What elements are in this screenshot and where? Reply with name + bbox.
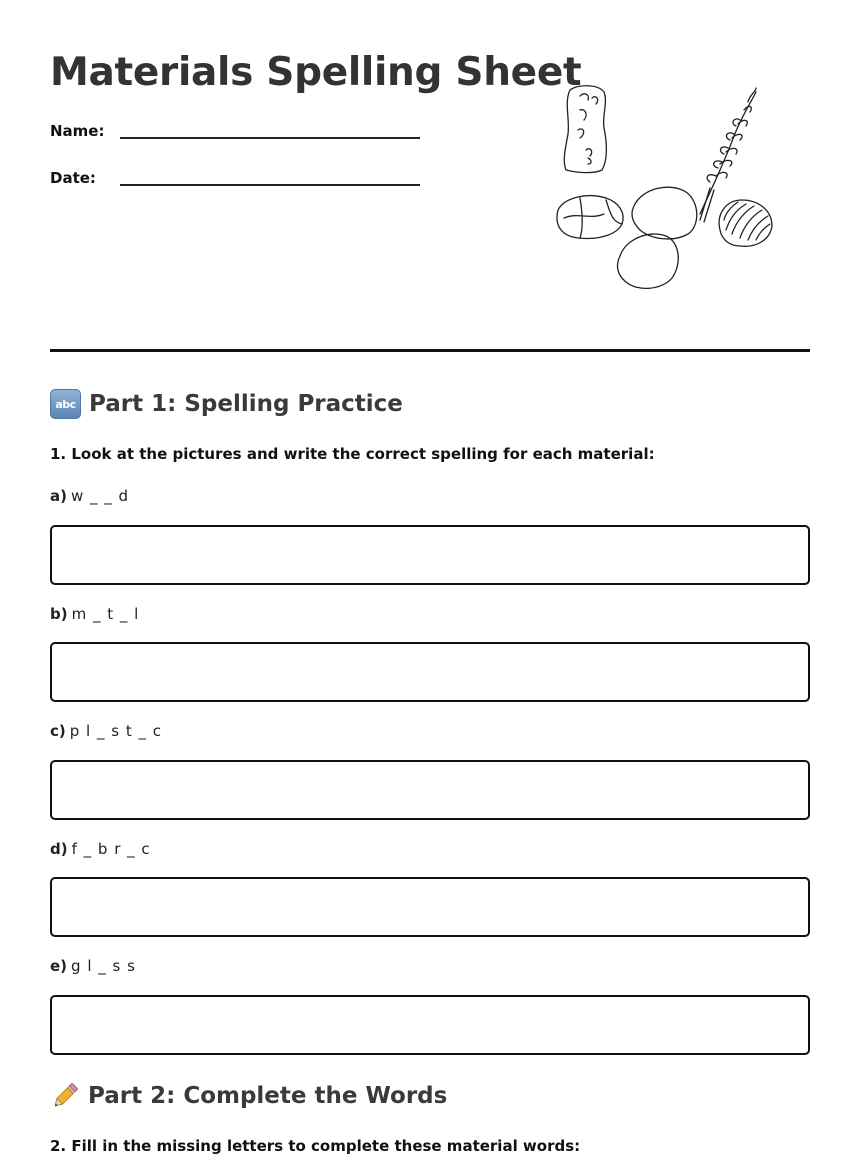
- question-e-letter: e): [50, 957, 68, 975]
- date-field-row: [50, 169, 430, 199]
- answer-box-e[interactable]: [50, 995, 810, 1055]
- question-c-word: p l _ s t _ c: [69, 722, 162, 740]
- page-title: Materials Spelling Sheet: [50, 50, 582, 95]
- date-label: Date:: [50, 169, 96, 187]
- answer-box-c[interactable]: [50, 760, 810, 820]
- part1-heading: Part 1: Spelling Practice: [89, 391, 403, 417]
- question-b-label: [50, 605, 139, 623]
- question-a-letter: a): [50, 487, 67, 505]
- answer-box-b[interactable]: [50, 642, 810, 702]
- answer-box-a[interactable]: [50, 525, 810, 585]
- name-label: Name:: [50, 122, 105, 140]
- twig-drawing: [700, 92, 756, 214]
- question-b-word: m _ t _ l: [71, 605, 140, 623]
- question-d-letter: d): [50, 840, 68, 858]
- name-input-line[interactable]: [120, 137, 420, 139]
- question-d-label: [50, 840, 151, 858]
- question-c-label: [50, 722, 162, 740]
- section-divider: [50, 349, 810, 352]
- round-stone-drawing: [632, 187, 697, 239]
- part1-instruction: 1. Look at the pictures and write the correct spelling for each material:: [50, 445, 655, 463]
- materials-illustration: [550, 80, 790, 300]
- name-field-row: [50, 122, 430, 152]
- question-d-word: f _ b r _ c: [71, 840, 151, 858]
- date-input-line[interactable]: [120, 184, 420, 186]
- part2-instruction: 2. Fill in the missing letters to complete these material words:: [50, 1137, 581, 1155]
- pebble-drawing: [618, 234, 679, 288]
- part1-heading-row: [50, 388, 403, 420]
- question-b-letter: b): [50, 605, 68, 623]
- part2-heading: Part 2: Complete the Words: [88, 1083, 448, 1109]
- question-a-word: w _ _ d: [70, 487, 130, 505]
- question-c-letter: c): [50, 722, 66, 740]
- question-a-label: [50, 487, 129, 505]
- part2-heading-row: [50, 1080, 447, 1112]
- seashell-drawing: [719, 200, 772, 246]
- carved-figure-drawing: [564, 86, 606, 173]
- abc-icon: abc: [50, 389, 81, 419]
- pencil-icon: [50, 1081, 80, 1111]
- question-e-label: [50, 957, 136, 975]
- question-e-word: g l _ s s: [71, 957, 136, 975]
- answer-box-d[interactable]: [50, 877, 810, 937]
